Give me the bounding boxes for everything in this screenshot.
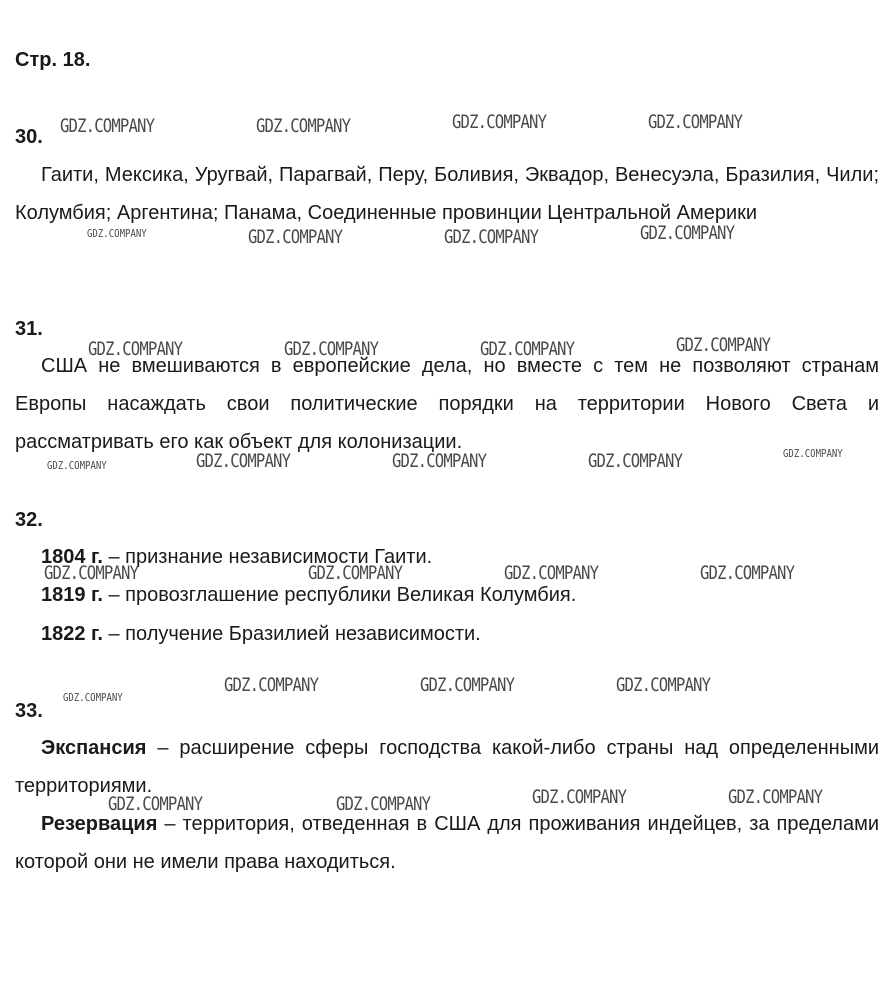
section-33-reservation [15, 805, 879, 881]
watermark: GDZ.COMPANY [452, 111, 547, 133]
watermark: GDZ.COMPANY [532, 786, 627, 808]
item-text: – признание независимости Гаити. [102, 546, 433, 568]
watermark: GDZ.COMPANY [256, 115, 351, 137]
watermark: GDZ.COMPANY [224, 674, 319, 696]
item-term: Резервация [41, 813, 158, 835]
watermark: GDZ.COMPANY [108, 793, 203, 815]
watermark: GDZ.COMPANY [248, 226, 343, 248]
section-32-item-1822 [15, 615, 879, 653]
watermark: GDZ.COMPANY [392, 450, 487, 472]
item-text: – территория, отведенная в США для проживания индейцев, за пределами которой они не имели права находиться. [15, 813, 879, 873]
watermark: GDZ.COMPANY [616, 674, 711, 696]
item-term: 1804 г. [41, 546, 103, 568]
watermark: GDZ.COMPANY [47, 459, 107, 472]
watermark: GDZ.COMPANY [783, 447, 843, 460]
section-30-text: Гаити, Мексика, Уругвай, Парагвай, Перу, Боливия, Эквадор, Венесуэла, Бразилия, Чили; Колумбия; Аргентина; Панама, Соединенные провинции Центральной Америки [15, 164, 879, 224]
watermark: GDZ.COMPANY [728, 786, 823, 808]
section-32-item-1804 [15, 538, 879, 576]
watermark: GDZ.COMPANY [87, 227, 147, 240]
watermark: GDZ.COMPANY [60, 115, 155, 137]
section-33-expansion [15, 729, 879, 805]
watermark: GDZ.COMPANY [420, 674, 515, 696]
watermark: GDZ.COMPANY [480, 338, 575, 360]
item-text: – получение Бразилией независимости. [102, 623, 481, 645]
watermark: GDZ.COMPANY [648, 111, 743, 133]
watermark: GDZ.COMPANY [284, 338, 379, 360]
item-term: 1822 г. [41, 623, 103, 645]
section-32-item-1819 [15, 576, 879, 614]
item-text: – расширение сферы господства какой-либо страны над определенными территориями. [15, 737, 879, 797]
section-33-number: 33. [15, 700, 43, 722]
watermark: GDZ.COMPANY [700, 562, 795, 584]
watermark: GDZ.COMPANY [308, 562, 403, 584]
page-header: Стр. 18. [15, 49, 91, 71]
watermark: GDZ.COMPANY [63, 691, 123, 704]
watermark: GDZ.COMPANY [504, 562, 599, 584]
item-term: 1819 г. [41, 584, 103, 606]
watermark: GDZ.COMPANY [88, 338, 183, 360]
watermark: GDZ.COMPANY [444, 226, 539, 248]
watermark: GDZ.COMPANY [44, 562, 139, 584]
watermark: GDZ.COMPANY [196, 450, 291, 472]
section-32-number: 32. [15, 509, 43, 531]
item-term: Экспансия [41, 737, 147, 759]
section-31-text: США не вмешиваются в европейские дела, но вместе с тем не позволяют странам Европы насаждать свои политические порядки на территории Нового Света и рассматривать его как объект для колонизации. [15, 355, 879, 453]
watermark: GDZ.COMPANY [588, 450, 683, 472]
item-text: – провозглашение республики Великая Колумбия. [102, 584, 577, 606]
watermark: GDZ.COMPANY [336, 793, 431, 815]
section-30-number: 30. [15, 126, 43, 148]
watermark: GDZ.COMPANY [676, 334, 771, 356]
section-31-number: 31. [15, 318, 43, 340]
watermark: GDZ.COMPANY [640, 222, 735, 244]
